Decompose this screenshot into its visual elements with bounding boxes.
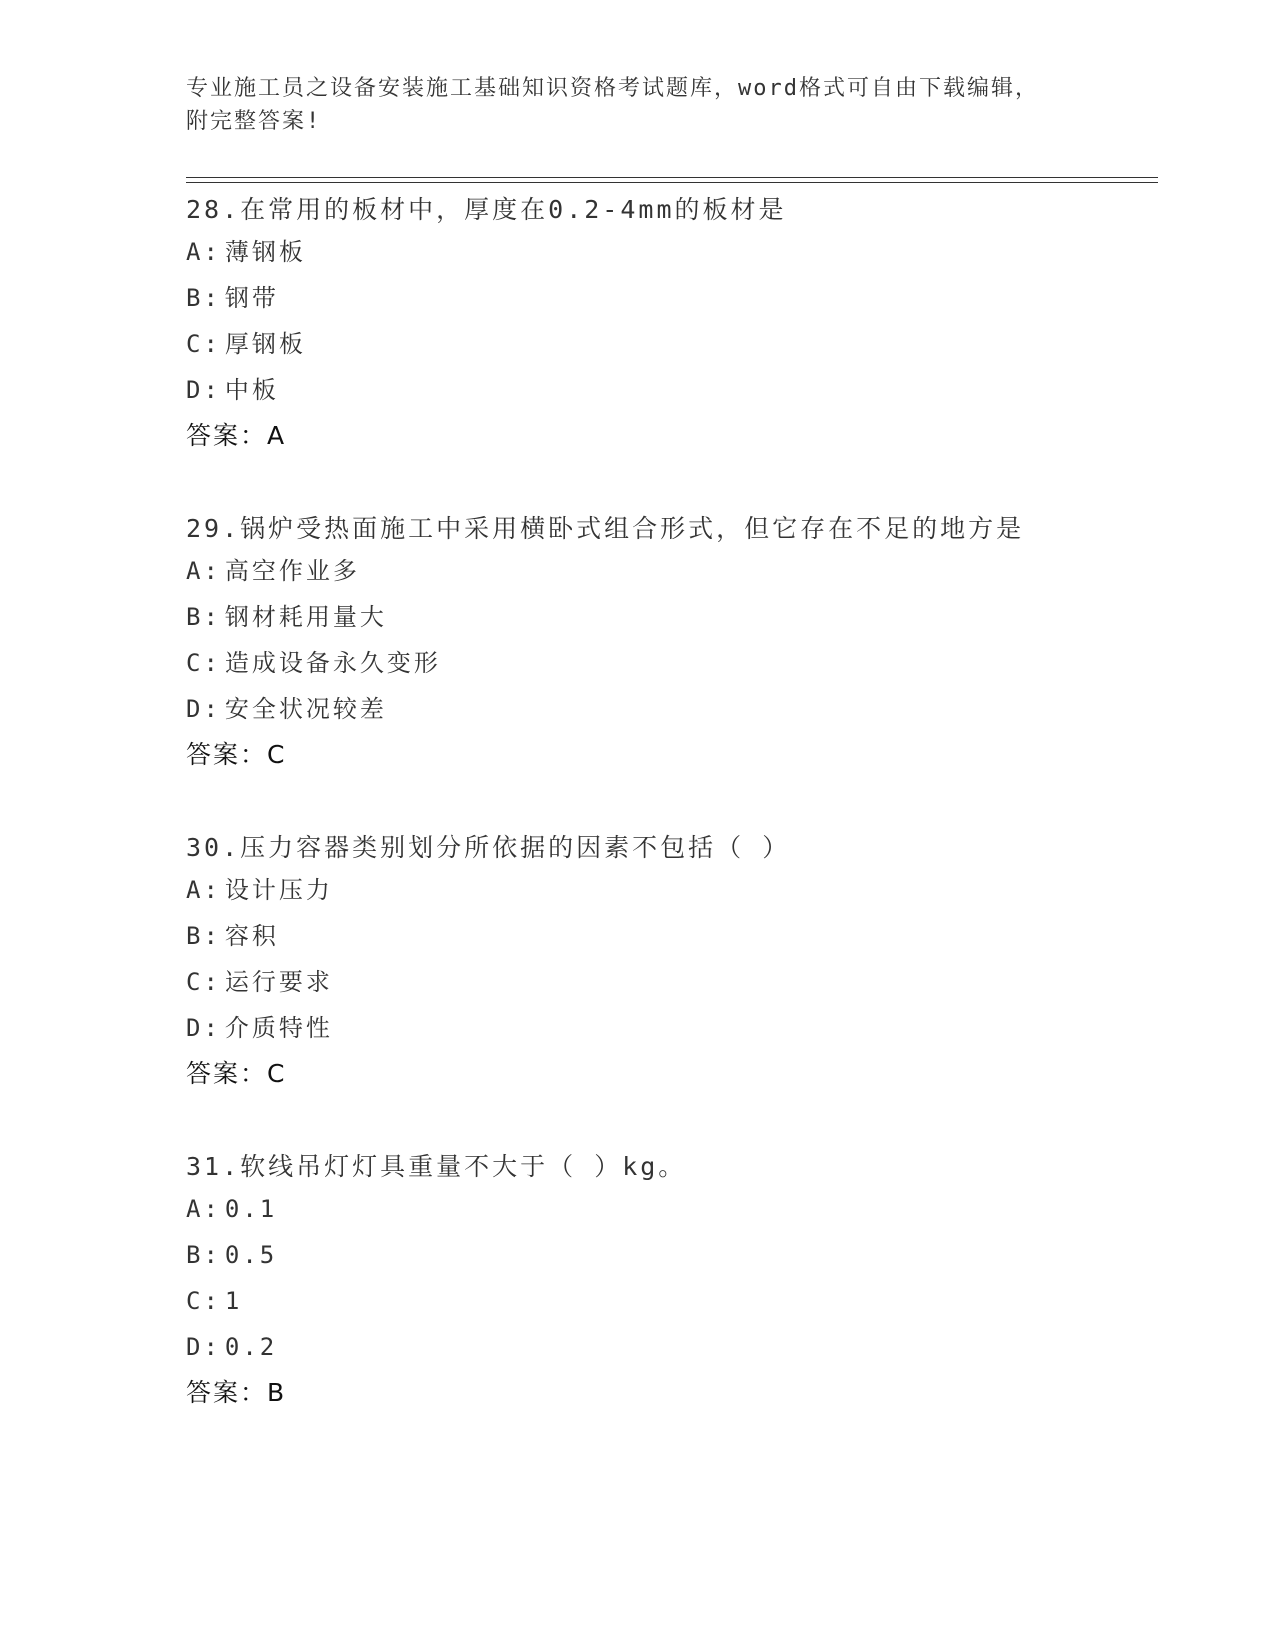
option-letter: C:	[186, 649, 221, 677]
option-letter: B:	[186, 922, 221, 950]
option-text: 0.5	[224, 1241, 278, 1269]
question-28	[186, 192, 1156, 511]
option-letter: D:	[186, 376, 221, 404]
answer-line: 答案：C	[186, 1059, 287, 1088]
question-title: 30.压力容器类别划分所依据的因素不包括（ ）	[186, 833, 791, 862]
option-d	[186, 1329, 1156, 1375]
option-d	[186, 691, 1156, 737]
document-header	[186, 72, 1096, 138]
option-letter: D:	[186, 1333, 221, 1361]
option-text: 薄钢板	[224, 238, 306, 266]
option-text: 钢带	[224, 284, 279, 312]
option-letter: B:	[186, 284, 221, 312]
option-d	[186, 372, 1156, 418]
option-letter: A:	[186, 1195, 221, 1223]
question-30	[186, 830, 1156, 1149]
answer-line: 答案：A	[186, 421, 287, 450]
header-line-2: 附完整答案!	[186, 109, 322, 134]
question-title: 29.锅炉受热面施工中采用横卧式组合形式，但它存在不足的地方是	[186, 514, 1025, 543]
header-line-1: 专业施工员之设备安装施工基础知识资格考试题库，word格式可自由下载编辑，	[186, 76, 1039, 101]
option-c	[186, 964, 1156, 1010]
option-c	[186, 645, 1156, 691]
answer-line: 答案：B	[186, 1378, 287, 1407]
option-b	[186, 599, 1156, 645]
option-letter: A:	[186, 238, 221, 266]
option-b	[186, 1237, 1156, 1283]
option-b	[186, 280, 1156, 326]
option-text: 高空作业多	[224, 557, 360, 585]
option-a	[186, 234, 1156, 280]
question-list	[186, 192, 1156, 1468]
question-title: 31.软线吊灯灯具重量不大于（ ）kg。	[186, 1152, 687, 1181]
option-text: 厚钢板	[224, 330, 306, 358]
option-b	[186, 918, 1156, 964]
option-text: 设计压力	[224, 876, 333, 904]
question-29	[186, 511, 1156, 830]
option-text: 造成设备永久变形	[224, 649, 441, 677]
option-text: 介质特性	[224, 1014, 333, 1042]
option-letter: B:	[186, 603, 221, 631]
option-letter: C:	[186, 968, 221, 996]
header-divider-top	[186, 177, 1158, 178]
header-divider-bottom	[186, 182, 1158, 183]
option-letter: C:	[186, 330, 221, 358]
option-a	[186, 1191, 1156, 1237]
option-letter: B:	[186, 1241, 221, 1269]
option-text: 中板	[224, 376, 279, 404]
option-text: 0.1	[224, 1195, 278, 1223]
option-letter: C:	[186, 1287, 221, 1315]
question-title: 28.在常用的板材中，厚度在0.2-4mm的板材是	[186, 195, 787, 224]
question-31	[186, 1149, 1156, 1468]
option-text: 运行要求	[224, 968, 333, 996]
option-c	[186, 1283, 1156, 1329]
option-a	[186, 872, 1156, 918]
option-text: 0.2	[224, 1333, 278, 1361]
option-text: 钢材耗用量大	[224, 603, 387, 631]
option-text: 安全状况较差	[224, 695, 387, 723]
option-letter: A:	[186, 876, 221, 904]
option-a	[186, 553, 1156, 599]
option-letter: D:	[186, 1014, 221, 1042]
option-text: 容积	[224, 922, 279, 950]
option-c	[186, 326, 1156, 372]
option-text: 1	[224, 1287, 243, 1315]
answer-line: 答案：C	[186, 740, 287, 769]
option-d	[186, 1010, 1156, 1056]
option-letter: A:	[186, 557, 221, 585]
option-letter: D:	[186, 695, 221, 723]
